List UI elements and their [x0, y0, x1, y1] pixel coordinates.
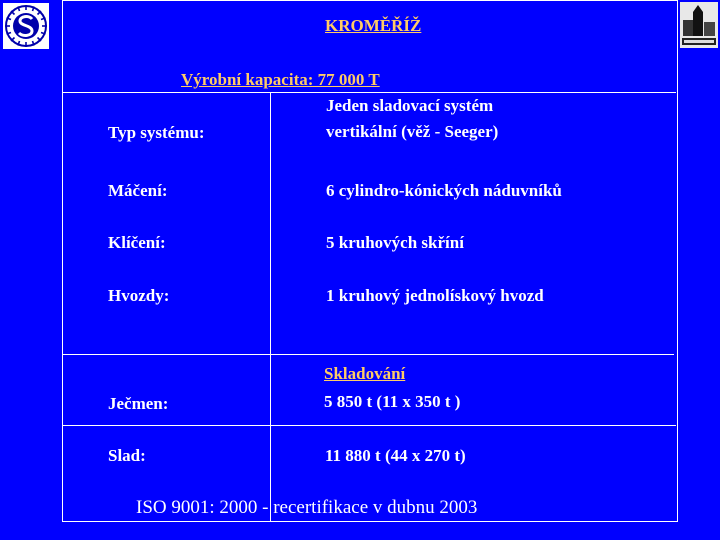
circular-emblem-icon: [3, 3, 49, 49]
storage-label: Ječmen:: [108, 394, 169, 413]
row-value: 5 kruhových skříní: [326, 233, 464, 252]
storage-value: 5 850 t (11 x 350 t ): [324, 392, 461, 411]
table-line: [62, 425, 676, 426]
table-line: [62, 354, 674, 355]
row-value: 1 kruhový jednolískový hvozd: [326, 286, 544, 305]
storage-label: Slad:: [108, 446, 146, 465]
row-label: Máčení:: [108, 181, 168, 200]
row-value: vertikální (věž - Seeger): [326, 122, 499, 141]
slide-title: KROMĚŘÍŽ: [325, 16, 422, 35]
malt-tower-logo-icon: [680, 2, 718, 48]
system-note: Jeden sladovací systém: [326, 96, 494, 115]
row-label: Klíčení:: [108, 233, 166, 252]
row-label: Hvozdy:: [108, 286, 170, 305]
row-label: Typ systému:: [108, 123, 205, 142]
storage-heading: Skladování: [324, 364, 406, 383]
row-value: 6 cylindro-kónických náduvníků: [326, 181, 562, 200]
storage-value: 11 880 t (44 x 270 t): [325, 446, 466, 465]
iso-certification-note: ISO 9001: 2000 - recertifikace v dubnu 2003: [136, 497, 478, 518]
production-capacity: Výrobní kapacita: 77 000 T: [181, 70, 380, 89]
table-line: [270, 92, 271, 522]
table-line: [62, 92, 676, 93]
